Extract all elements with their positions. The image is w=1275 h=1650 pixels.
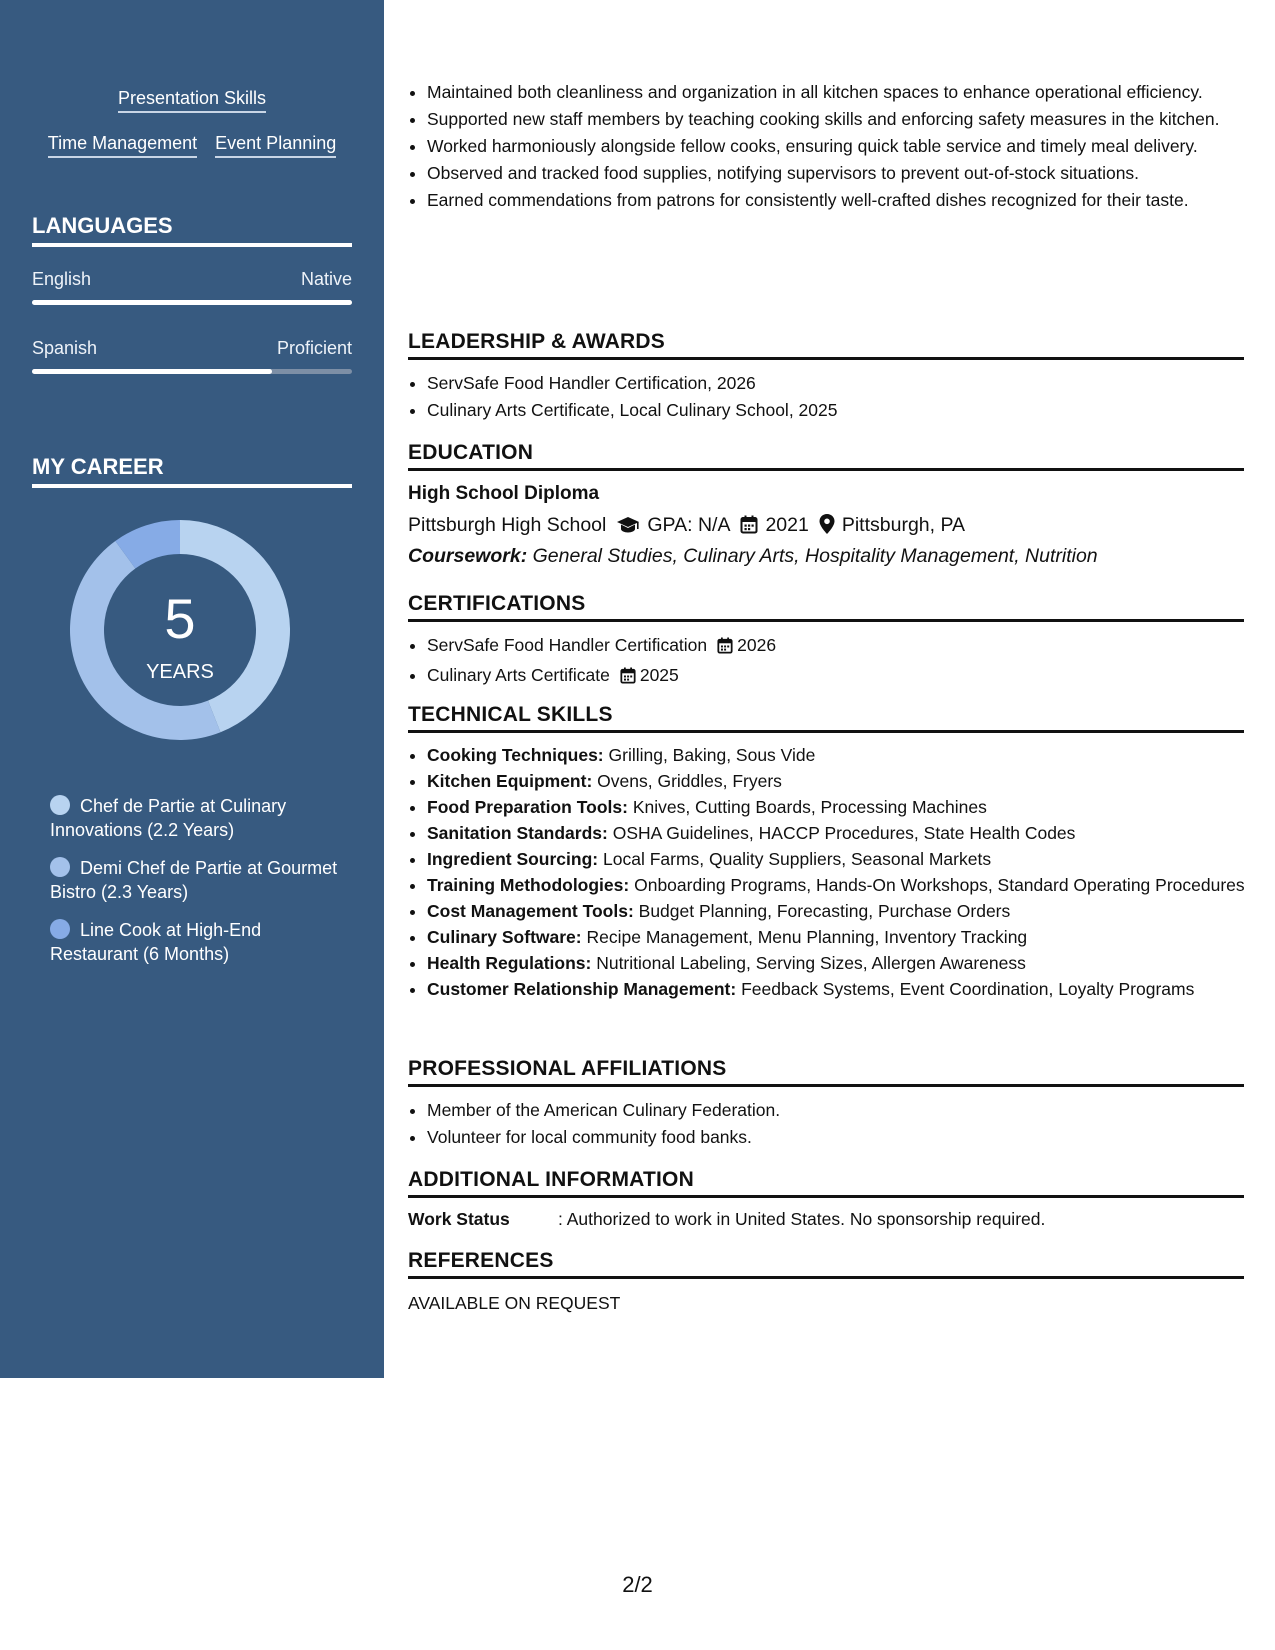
skill-value: Knives, Cutting Boards, Processing Machines (632, 797, 987, 817)
career-donut-chart (0, 520, 384, 780)
experience-bullet: • Maintained both cleanliness and organization in all kitchen spaces to enhance operational efficiency. (427, 80, 1263, 104)
donut-slice (180, 520, 290, 732)
skills-row (0, 88, 384, 113)
language-bar (32, 300, 352, 305)
graduation-cap-icon (616, 516, 640, 540)
skill-label: Kitchen Equipment: (427, 771, 593, 791)
technical-skill-item (427, 744, 1263, 767)
language-row (32, 269, 352, 290)
sidebar (0, 0, 384, 1378)
page-number: 2/2 (622, 1572, 653, 1597)
language-level: Proficient (276, 338, 352, 358)
certification-name: Culinary Arts Certificate (427, 665, 610, 685)
career-item (50, 794, 340, 842)
skill-tag: Time Management (48, 133, 197, 158)
skills-row (0, 133, 384, 158)
career-item-text: Chef de Partie at Culinary Innovations (2.2 Years) (50, 796, 287, 840)
education-year: 2021 (765, 514, 809, 536)
education-degree: High School Diploma (408, 483, 600, 504)
leadership-item: • Culinary Arts Certificate, Local Culinary School, 2025 (427, 398, 1263, 422)
skill-label: Customer Relationship Management: (427, 979, 737, 999)
technical-skill-item (427, 926, 1263, 949)
career-total-unit: YEARS (146, 661, 214, 683)
technical-skill-item (427, 874, 1263, 897)
affiliation-item: • Volunteer for local community food banks. (427, 1125, 1263, 1149)
career-item (50, 856, 340, 904)
education-meta (408, 514, 1244, 540)
language-name: Spanish (32, 338, 98, 358)
work-status-value: : Authorized to work in United States. No sponsorship required. (558, 1209, 1046, 1229)
language-row (32, 338, 352, 359)
skill-label: Health Regulations: (427, 953, 592, 973)
skill-value: Recipe Management, Menu Planning, Inventory Tracking (586, 927, 1028, 947)
technical-skills-list (408, 744, 1263, 1004)
career-item (50, 918, 340, 966)
education-gpa: GPA: N/A (647, 514, 731, 536)
skill-value: Budget Planning, Forecasting, Purchase Orders (638, 901, 1011, 921)
experience-bullet: • Worked harmoniously alongside fellow cooks, ensuring quick table service and timely meal delivery. (427, 134, 1263, 158)
skill-value: Ovens, Griddles, Fryers (597, 771, 782, 791)
affiliations-title: PROFESSIONAL AFFILIATIONS (408, 1057, 1244, 1087)
calendar-icon (740, 515, 758, 540)
technical-skill-item (427, 952, 1263, 975)
language-bar-fill (32, 300, 352, 305)
certification-item (427, 633, 1263, 660)
career-dot (50, 795, 70, 815)
leadership-title: LEADERSHIP & AWARDS (408, 330, 1244, 360)
technical-skill-item (427, 978, 1263, 1001)
education-coursework (408, 545, 1244, 568)
leadership-item: • ServSafe Food Handler Certification, 2026 (427, 371, 1263, 395)
career-total-number: 5 (164, 587, 196, 650)
skill-value: Feedback Systems, Event Coordination, Loyalty Programs (741, 979, 1195, 999)
experience-bullets (408, 80, 1263, 215)
additional-info-title: ADDITIONAL INFORMATION (408, 1168, 1244, 1198)
technical-skill-item (427, 770, 1263, 793)
education-title: EDUCATION (408, 441, 1244, 471)
affiliations-list (408, 1098, 1263, 1152)
leadership-list (408, 371, 1263, 425)
calendar-icon (717, 636, 733, 660)
skill-value: Onboarding Programs, Hands-On Workshops, Standard Operating Procedures (634, 875, 1245, 895)
career-heading: MY CAREER (32, 454, 352, 488)
certification-year: 2025 (639, 665, 679, 685)
skill-value: Grilling, Baking, Sous Vide (608, 745, 816, 765)
work-status-row (408, 1209, 1244, 1230)
coursework-label: Coursework: (408, 545, 528, 567)
technical-skill-item (427, 822, 1263, 845)
technical-skill-item (427, 900, 1263, 923)
skill-label: Culinary Software: (427, 927, 582, 947)
certification-year: 2026 (737, 635, 777, 655)
skill-label: Food Preparation Tools: (427, 797, 628, 817)
technical-skill-item (427, 796, 1263, 819)
skill-label: Cost Management Tools: (427, 901, 634, 921)
technical-skill-item (427, 848, 1263, 871)
affiliation-item: • Member of the American Culinary Federation. (427, 1098, 1263, 1122)
skill-label: Cooking Techniques: (427, 745, 604, 765)
experience-bullet: • Earned commendations from patrons for consistently well-crafted dishes recognized for their taste. (427, 188, 1263, 212)
references-text: AVAILABLE ON REQUEST (408, 1293, 621, 1313)
education-location: Pittsburgh, PA (841, 514, 966, 536)
skill-value: Nutritional Labeling, Serving Sizes, Allergen Awareness (596, 953, 1026, 973)
language-bar-fill (32, 369, 272, 374)
certification-name: ServSafe Food Handler Certification (427, 635, 708, 655)
map-pin-icon (819, 514, 835, 540)
career-item-text: Line Cook at High-End Restaurant (6 Months) (50, 920, 262, 964)
language-level: Native (300, 269, 352, 289)
skill-value: Local Farms, Quality Suppliers, Seasonal Markets (603, 849, 992, 869)
skill-label: Training Methodologies: (427, 875, 630, 895)
work-status-label: Work Status (408, 1209, 510, 1229)
coursework-value: General Studies, Culinary Arts, Hospitality Management, Nutrition (532, 545, 1098, 567)
certifications-list (408, 633, 1263, 693)
languages-heading: LANGUAGES (32, 213, 352, 247)
career-dot (50, 919, 70, 939)
skill-tag: Event Planning (215, 133, 336, 158)
language-bar (32, 369, 352, 374)
education-school: Pittsburgh High School (408, 514, 607, 536)
skill-value: OSHA Guidelines, HACCP Procedures, State Health Codes (612, 823, 1076, 843)
skill-label: Ingredient Sourcing: (427, 849, 599, 869)
certification-item (427, 663, 1263, 690)
language-name: English (32, 269, 92, 289)
career-dot (50, 857, 70, 877)
donut-slice (70, 541, 220, 740)
experience-bullet: • Observed and tracked food supplies, notifying supervisors to prevent out-of-stock situations. (427, 161, 1263, 185)
experience-bullet: • Supported new staff members by teaching cooking skills and enforcing safety measures in the kitchen. (427, 107, 1263, 131)
skill-label: Sanitation Standards: (427, 823, 608, 843)
references-title: REFERENCES (408, 1249, 1244, 1279)
certifications-title: CERTIFICATIONS (408, 592, 1244, 622)
skill-tag: Presentation Skills (118, 88, 266, 113)
calendar-icon (620, 666, 636, 690)
career-item-text: Demi Chef de Partie at Gourmet Bistro (2.3 Years) (50, 858, 338, 902)
technical-skills-title: TECHNICAL SKILLS (408, 703, 1244, 733)
